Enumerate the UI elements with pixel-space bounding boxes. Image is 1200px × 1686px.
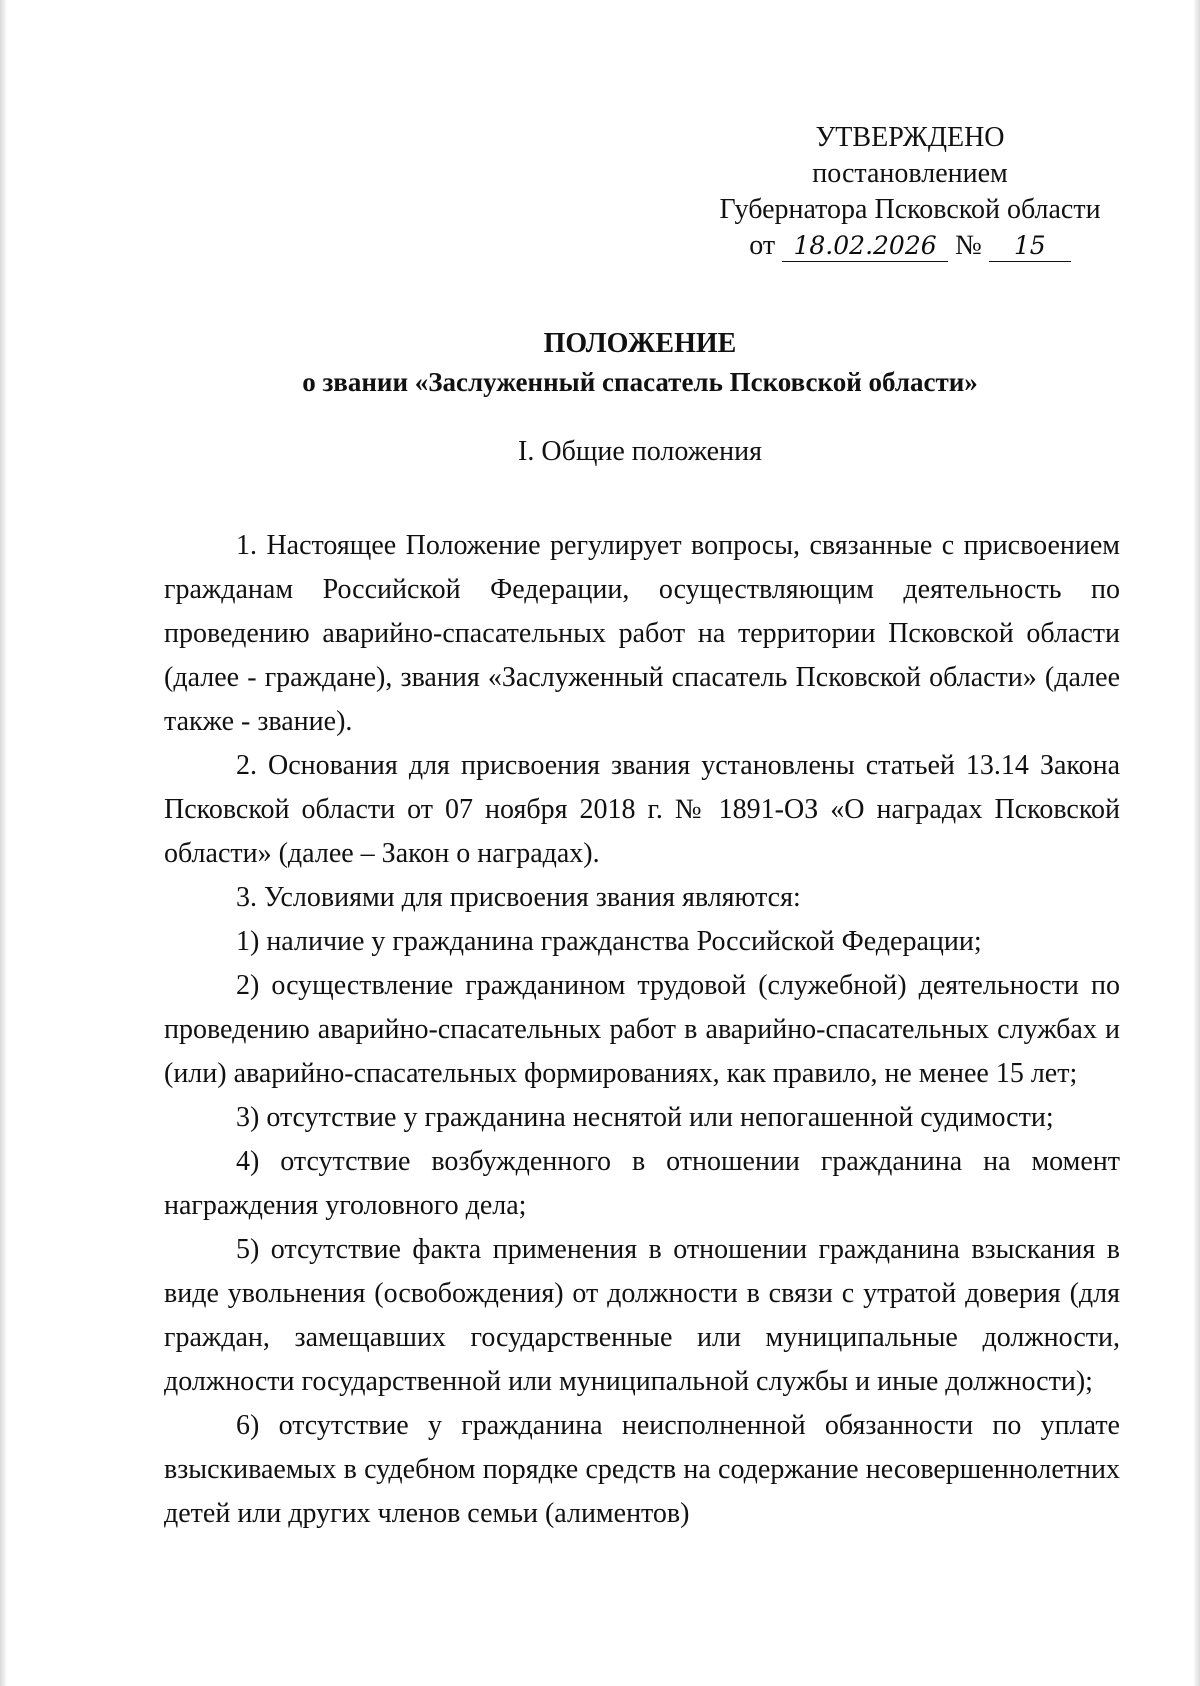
condition-item-5: 5) отсутствие факта применения в отношении гражданина взыскания в виде увольнения (освобождения) от должности в связи с утратой доверия (для граждан, замещавших государственные или муниципальные должности, должности государственной или муниципальной службы и иные должности); bbox=[164, 1234, 1120, 1397]
title-block bbox=[150, 325, 1130, 401]
paragraph-item-3: 3. Условиями для присвоения звания являются: bbox=[236, 882, 801, 913]
approval-date-line bbox=[700, 228, 1120, 264]
scan-edge-left bbox=[0, 0, 6, 1686]
paragraph-item-2: 2. Основания для присвоения звания установлены статьей 13.14 Закона Псковской области от 07 ноября 2018 г. № 1891-ОЗ «О наградах Псковской области» (далее – Закон о наградах). bbox=[164, 750, 1120, 869]
number-sign: № bbox=[955, 230, 982, 261]
condition-item-4: 4) отсутствие возбужденного в отношении гражданина на момент награждения уголовного дела; bbox=[164, 1146, 1120, 1221]
handwritten-number: 15 bbox=[989, 231, 1071, 262]
approval-governor: Губернатора Псковской области bbox=[719, 194, 1101, 225]
date-prefix: от bbox=[749, 230, 776, 261]
approval-by-decree: постановлением bbox=[812, 158, 1008, 189]
condition-item-2: 2) осуществление гражданином трудовой (служебной) деятельности по проведению аварийно-спасательных работ в аварийно-спасательных службах и (или) аварийно-спасательных формированиях, как правило, не менее 15 лет; bbox=[164, 970, 1120, 1089]
document-title: ПОЛОЖЕНИЕ bbox=[543, 328, 737, 359]
condition-item-1: 1) наличие у гражданина гражданства Российской Федерации; bbox=[236, 926, 982, 957]
document-subtitle: о звании «Заслуженный спасатель Псковской области» bbox=[302, 367, 978, 397]
condition-item-3: 3) отсутствие у гражданина неснятой или непогашенной судимости; bbox=[236, 1102, 1054, 1133]
scan-edge-right bbox=[1194, 0, 1200, 1686]
document-body bbox=[164, 524, 1120, 1536]
approval-block bbox=[700, 120, 1120, 264]
handwritten-date: 18.02.2026 bbox=[782, 231, 948, 262]
section-heading: I. Общие положения bbox=[518, 436, 762, 467]
condition-item-6: 6) отсутствие у гражданина неисполненной обязанности по уплате взыскиваемых в судебном порядке средств на содержание несовершеннолетних детей или других членов семьи (алиментов) bbox=[164, 1410, 1120, 1529]
approval-title: УТВЕРЖДЕНО bbox=[815, 122, 1005, 153]
paragraph-item-1: 1. Настоящее Положение регулирует вопросы, связанные с присвоением гражданам Российской Федерации, осуществляющим деятельность по проведению аварийно-спасательных работ на территории Псковской области (далее - граждане), звания «Заслуженный спасатель Псковской области» (далее также - звание). bbox=[164, 530, 1120, 737]
